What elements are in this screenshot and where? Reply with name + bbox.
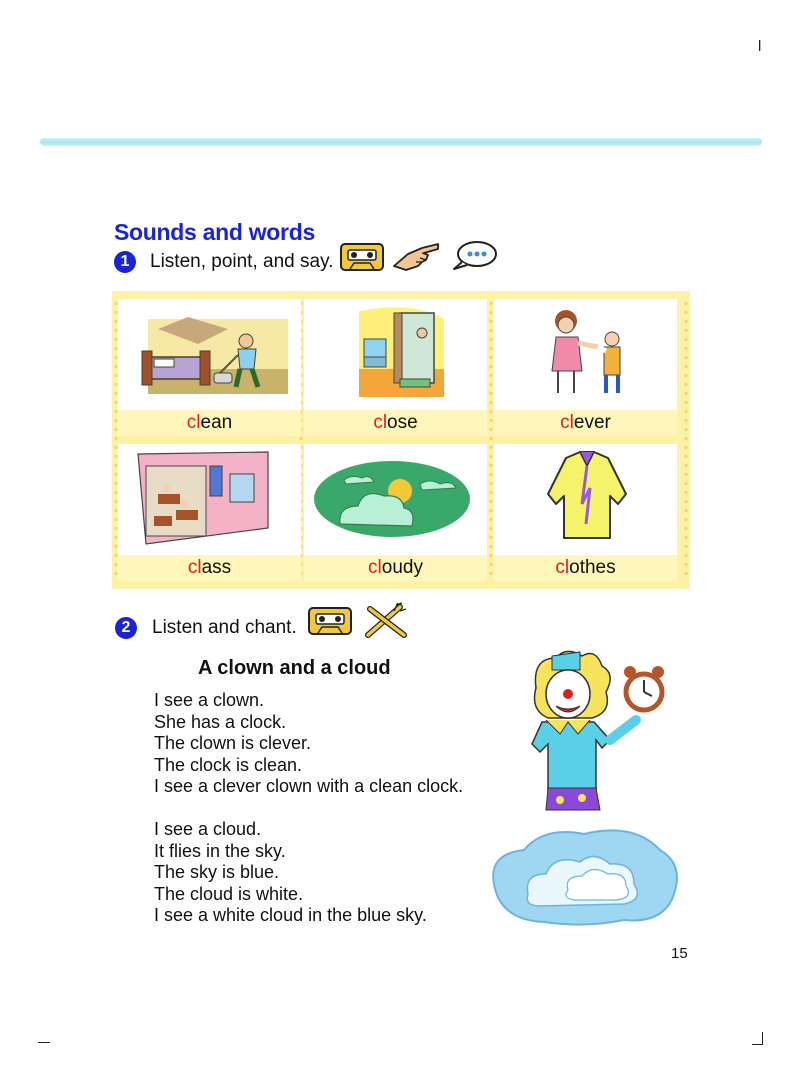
word-label-close: close — [304, 410, 487, 436]
chant-line: I see a clown. — [154, 690, 265, 710]
corner-mark-top-right: l — [758, 38, 762, 55]
chant-line: The clock is clean. — [154, 754, 303, 775]
word-card-clothes — [494, 444, 677, 581]
crop-mark-bottom-left — [38, 1042, 50, 1043]
word-card-clean — [118, 299, 301, 436]
word-card-class — [118, 444, 301, 581]
speech-bubble-icon — [450, 240, 498, 272]
pointing-hand-icon — [392, 240, 440, 274]
word-card-close — [304, 299, 487, 436]
chant-line: The cloud is white. — [154, 883, 304, 904]
word-label-clothes: clothes — [494, 555, 677, 581]
cassette-tape-icon-2 — [308, 607, 352, 635]
exercise-number-1: 1 — [114, 251, 136, 273]
header-band — [40, 138, 762, 146]
chant-line: It flies in the sky. — [154, 840, 286, 861]
chant-line: I see a cloud. — [154, 819, 262, 839]
chant-line: She has a clock. — [154, 711, 287, 732]
chant-line: The sky is blue. — [154, 862, 280, 882]
chant-stanza-1 — [154, 690, 463, 798]
chant-line: I see a white cloud in the blue sky. — [154, 905, 427, 925]
cassette-tape-icon — [340, 243, 384, 271]
clown-with-clock-picture — [526, 648, 686, 812]
word-picture-grid — [112, 291, 690, 589]
exercise-number-2: 2 — [115, 617, 137, 639]
exercise1-instruction: Listen, point, and say. — [150, 251, 334, 272]
clever-kids-picture — [494, 299, 677, 410]
cleaning-room-picture — [118, 299, 301, 410]
chant-line: The clown is clever. — [154, 733, 312, 753]
closing-door-picture — [304, 299, 487, 410]
chant-line: I see a clever clown with a clean clock. — [154, 776, 464, 796]
section-title: Sounds and words — [114, 219, 315, 245]
exercise2-instruction: Listen and chant. — [152, 617, 297, 638]
shirt-picture — [494, 444, 677, 555]
classroom-picture — [118, 444, 301, 555]
crop-mark-bottom-right — [752, 1032, 763, 1045]
cloudy-sky-picture — [304, 444, 487, 555]
word-label-clean: clean — [118, 410, 301, 436]
chant-stanza-2 — [154, 819, 427, 927]
word-label-class: class — [118, 555, 301, 581]
cloud-in-sky-picture — [484, 824, 684, 928]
page-number: 15 — [671, 945, 688, 962]
word-label-cloudy: cloudy — [304, 555, 487, 581]
word-card-cloudy — [304, 444, 487, 581]
word-label-clever: clever — [494, 410, 677, 436]
chant-title: A clown and a cloud — [198, 657, 391, 679]
drumsticks-icon — [362, 601, 410, 639]
word-card-clever — [494, 299, 677, 436]
